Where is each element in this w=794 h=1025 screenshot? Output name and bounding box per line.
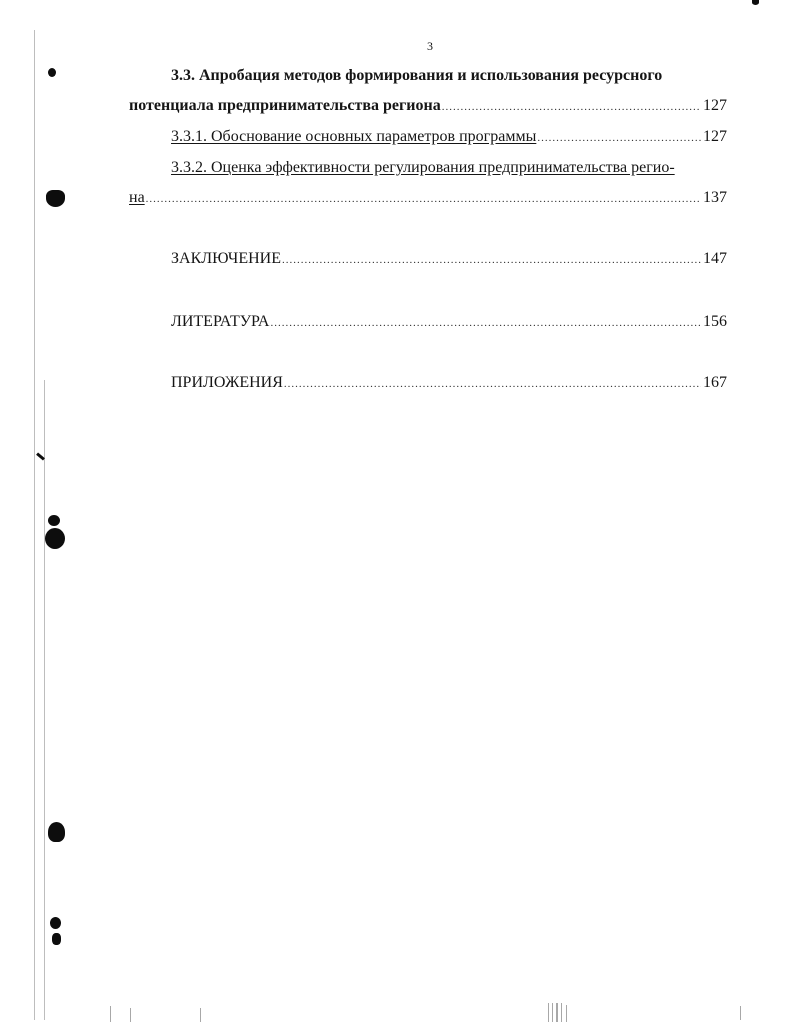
dot-leader [146,189,701,209]
toc-entry-3-3-1 [171,127,727,148]
toc-entry-3-3 [129,96,727,117]
toc-entry-3-3-line1: 3.3. Апробация методов формирования и использования ресурсного [171,67,663,84]
punch-hole-mark [45,528,65,549]
toc-page-number: 137 [703,189,727,206]
toc-entry-appendices [171,373,727,394]
bottom-scan-speck [548,1003,549,1022]
bottom-scan-speck [561,1003,562,1022]
dot-leader [537,128,701,148]
corner-artifact-mark [752,0,759,5]
punch-hole-mark [48,515,60,526]
toc-entry-conclusion [171,249,727,270]
toc-entry-title: на [129,189,145,206]
dot-leader [284,374,701,394]
toc-page-number: 156 [703,313,727,330]
toc-entry-3-3-2 [129,188,727,209]
bottom-scan-speck [552,1003,553,1022]
toc-entry-title: ЗАКЛЮЧЕНИЕ [171,250,281,267]
bottom-scan-speck [556,1003,558,1022]
bottom-scan-speck [740,1006,741,1020]
scan-left-edge-line-2 [44,380,45,1020]
toc-page-number: 127 [703,128,727,145]
page-number: 3 [427,39,433,53]
punch-hole-mark [52,933,61,945]
bottom-scan-speck [110,1006,111,1022]
punch-hole-mark [50,917,61,929]
punch-hole-mark [48,68,56,77]
toc-page-number: 127 [703,97,727,114]
toc-page-number: 167 [703,374,727,391]
punch-hole-mark [48,822,65,842]
toc-page-number: 147 [703,250,727,267]
bottom-scan-speck [200,1008,201,1022]
bottom-scan-speck [566,1005,567,1022]
scan-left-edge-line [34,30,35,1020]
toc-entry-literature [171,312,727,333]
toc-entry-title: ЛИТЕРАТУРА [171,313,270,330]
toc-entry-title: ПРИЛОЖЕНИЯ [171,374,283,391]
toc-entry-title: потенциала предпринимательства региона [129,97,441,114]
dot-leader [442,97,701,117]
punch-hole-mark [46,190,65,207]
toc-entry-title: 3.3.1. Обоснование основных параметров программы [171,128,537,145]
toc-entry-3-3-2-line1: 3.3.2. Оценка эффективности регулирования предпринимательства регио- [171,159,675,176]
bottom-scan-speck [130,1008,131,1022]
dot-leader [282,250,701,270]
dot-leader [270,313,701,333]
